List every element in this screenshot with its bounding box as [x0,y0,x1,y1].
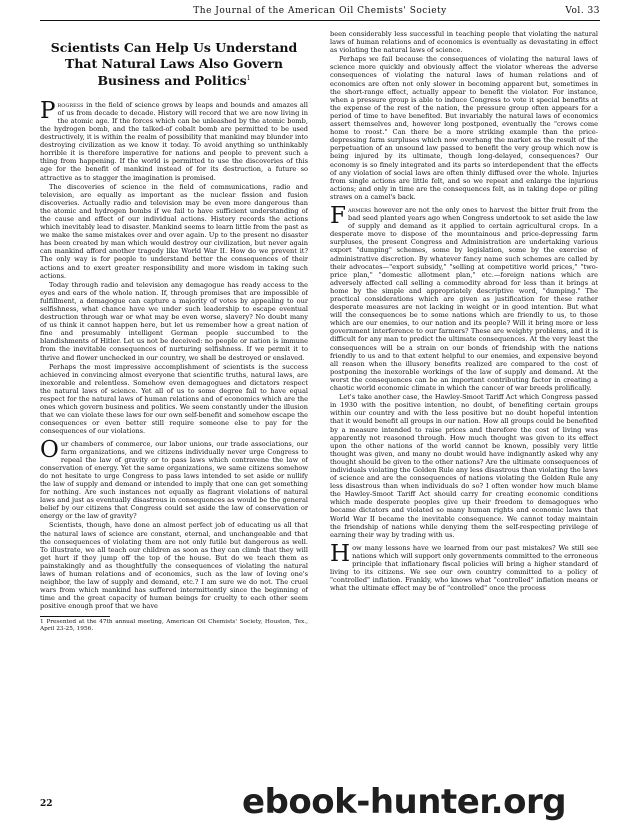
title-footnote-mark: 1 [246,75,251,82]
drop-cap: O [40,436,59,463]
footnote: 1 Presented at the 47th annual meeting, American Oil Chemists' Society, Houston, Tex., April 23-25, 1956. [40,616,110,633]
paragraph: Perhaps the most impressive accomplishment of scientists is the success achieved in convincing almost everyone that scientific truths, natural laws, are inexorable and relentless. Somehow even demagogues and dictators respect the natural laws of science. Yet all of us to some degree fail to have equal respect for the natural laws of human relations and of economics which are the ones which govern business and politics. We seem constantly under the illusion that we can violate these laws for our own self-benefit and somehow escape the consequences or even better still require someone else to pay for the consequences of our violations. [40,362,308,436]
article-title: Scientists Can Help Us Understand That Natural Laws Also Govern Business and Politics$^1$ [50,40,298,89]
paragraph: Today through radio and television any demagogue has ready access to the eyes and ears of the whole nation. If, through promises that are impossible of fulfillment, a demagogue can capture a majority of votes by appealing to our selfishness, what chance have we under such leadership to escape eventual destruction through war or what may be even worse, slavery? No doubt many of us think it cannot happen here, but let us remember how a great nation of fine and presumably intelligent German people succumbed to the blandishments of Hitler. Let us not be deceived: no people or nation is immune from the inevitable consequences of nurturing selfishness. If we permit it to thrive and flower unchecked in our country, we shall be destroyed or enslaved. [40,280,308,362]
left-column [40,30,308,782]
paragraph: Progress in the field of science grows by leaps and bounds and amazes all of us from decade to decade. History will record that we are now living in the atomic age. If the forces which can be unleashed by the atomic bomb, the hydrogen bomb, and the talked-of cobalt bomb are permitted to be used destructively, it is within the realm of possibility that mankind may blunder into destroying civilization as we know it today. To avoid anything so unthinkably horrible it is therefore imperative for nations and people to prevent such a thing from happening. If the world is permitted to use the discoveries of this age for the benefit of mankind instead of for its destruction, a future so attractive as to stagger the imagination is promised. [40,97,308,182]
paragraph: Our chambers of commerce, our labor unions, our trade associations, our farm organizations, and we citizens individually never urge Congress to repeal the law of gravity or to pass laws which contravene the law of conservation of energy. Yet the same organizations, we same citizens somehow do not hesitate to urge Congress to pass laws intended to set aside or nullify the law of supply and demand or intended to imply that one can get something for nothing. Are such instances not equally as flagrant violations of natural laws and just as eventually disastrous in consequences as would be the general belief by our citizens that Congress could set aside the law of conservation or energy or the law of gravity? [40,436,308,521]
journal-title: The Journal of the American Oil Chemists' Society [193,6,447,16]
header-rule [40,20,600,21]
paragraph: How many lessons have we learned from our past mistakes? We still see nations which will support only governments committed to the erroneous principle that inflationary fiscal policies will bring a higher standard of living to its citizens. We see our own country committed to a policy of "controlled" inflation. Frankly, who knows what "controlled" inflation means or what the ultimate effect may be of "controlled" once the process [330,540,598,593]
lead-word: rogress [57,100,84,109]
paragraph: Farmers however are not the only ones to harvest the bitter fruit from the bad seed planted years ago when Congress undertook to set aside the law of supply and demand as it applied to certain agricultural crops. In a desperate move to dispose of the mountainous and price-depressing farm surpluses, the present Congress and Administration are undertaking various export "dumping" schemes, some by legislation, some by the exercise of administrative discretion. By whatever fancy name such schemes are called by their advocates—"export subsidy," "selling at competitive world prices," "two-price plan," "domestic allotment plan," etc.—foreign nations which are adversely affected call selling a commodity abroad for less than it brings at home by the simple and appropriately descriptive word, "dumping." The practical considerations which are given as justification for these rather desperate measures are not lacking in weight or in good intention. But what will the consequences be to some nations which are friendly to us, to those which are our enemies, to our nation and its people? Will it bring more or less government interference to our farmers? These are weighty problems, and it is difficult for any man to predict the ultimate consequences. At the very least the consequences will be a strain on our bonds of friendship with the nations friendly to us and to that extent helpful to our enemies, and expensive beyond all reason when the illusory benefits realized are compared to the cost of postponing the inexorable workings of the law of supply and demand. At the worst the consequences can be an important contributing factor in creating a chaotic world economic climate in which the cancer of war breeds prolifically. [330,202,598,393]
paragraph: been considerably less successful in teaching people that violating the natural laws of human relations and of economics is eventually as devastating in effect as violating the natural laws of science. [330,30,598,55]
drop-cap: P [40,97,56,124]
drop-cap: F [330,202,346,229]
paragraph: Scientists, though, have done an almost perfect job of educating us all that the natural laws of science are constant, eternal, and unchangeable and that the consequences of violating them are not only futile but dangerous as well. To illustrate, we all teach our children as soon as they can climb that they will get hurt if they jump off the top of the house. But do we teach them as painstakingly and as thoughtfully the consequences of violating the natural laws of human relations and of economics, such as the law of loving one's neighbor, the law of supply and demand, etc.? I am sure we do not. The cruel wars from which mankind has suffered intermittently since the beginning of time and the great capacity of human beings for cruelty to each other seem positive enough proof that we have [40,521,308,611]
watermark: ebook-hunter.org [242,782,567,822]
drop-cap: H [330,540,351,567]
page-number: 22 [40,799,53,809]
paragraph: Perhaps we fail because the consequences of violating the natural laws of science more quickly and obviously affect the violator whereas the adverse consequences of violating the natural laws of human relations and of economics are often not only slower in becoming apparent but, sometimes in the short-range effect, actually appear to benefit the violator. For instance, when a pressure group is able to induce Congress to vote it special benefits at the expense of the rest of the nation, the pressure group often appears for a period of time to have benefited. But invariably the natural laws of economics assert themselves and, however long postponed, eventually the "crows come home to roost." Can there be a more striking example than the price-depressing farm surpluses which now overhang the market as the result of the perpetuation of an unsound law passed to benefit the very group which now is being injured by its ultimate, though long-delayed, consequences? Our economy is so finely integrated and its parts so interdependent that the effects of any violation of social laws are often thinly diffused over the whole. Injuries from single actions are little felt, and so we repeat and enlarge the injurious actions; and only in time are the consequences felt, as in taking dope or piling straws on a camel's back. [330,55,598,201]
paragraph: The discoveries of science in the field of communications, radio and television, are equally as important as the nuclear fission and fusion discoveries. Actually radio and television may be even more dangerous than the atomic and hydrogen bombs if we fail to have sufficient understanding of the cause and effect of our individual actions. History records the actions which inevitably lead to disaster. Mankind seems to learn little from the past as we make the same mistakes over and over again. Up to the present no disaster has been created by man which would destroy our civilization, but never again can mankind afford another tragedy like World War II. How do we prevent it? The only way is for people to understand better the consequences of their actions and to exert greater responsibility and more wisdom in taking such actions. [40,182,308,280]
volume-label: Vol. 33 [565,6,600,16]
paragraph: Let's take another case, the Hawley-Smoot Tariff Act which Congress passed in 1930 with the positive intention, no doubt, of benefiting certain groups within our country and with the less positive but no doubt hopeful intention that it would benefit all groups in our nation. How all groups could be benefited by a measure intended to raise prices and therefore the cost of living was apparently not reasoned through. How much thought was given to its effect upon the other nations of the world cannot be known, possibly very little thought was given, and many no doubt would have indignantly asked why any thought should be given to the other nations? Are the ultimate consequences of individuals violating the Golden Rule any less disastrous than violating the laws of science and are the consequences of nations violating the Golden Rule any less disastrous than when individuals do so? I often wonder how much blame the Hawley-Smoot Tariff Act should carry for creating economic conditions which made desperate peoples give up their freedom to demagogues who became dictators and violated so many human rights and economic laws that World War II became the inevitable consequence. We cannot today maintain the friendship of nations while denying them the self-respecting privilege of earning their way by trading with us. [330,393,598,539]
lead-word: armers [347,205,372,214]
running-header [40,3,600,21]
right-column [330,30,598,815]
